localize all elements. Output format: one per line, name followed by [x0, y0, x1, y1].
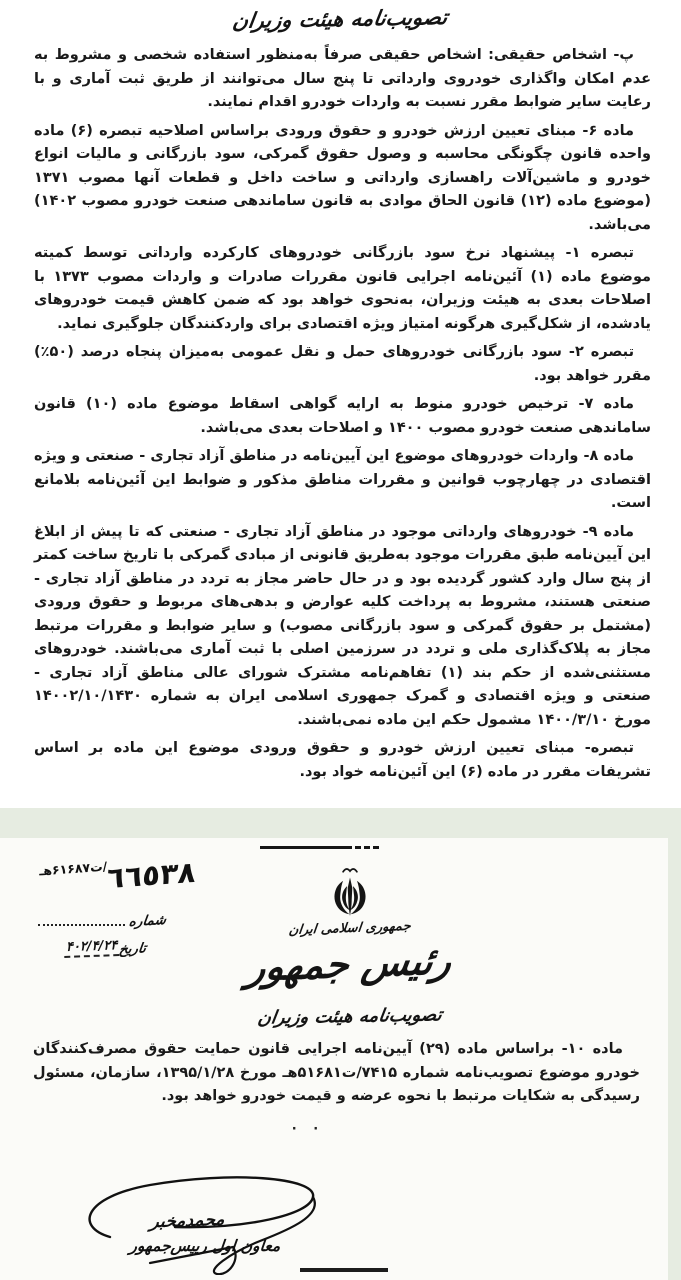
ref-number-main: ٦٦٥٣٨ [105, 854, 198, 896]
page2-top-rule [260, 846, 352, 849]
header-president [235, 938, 465, 990]
paragraph-note-1: تبصره ۱- پیشنهاد نرخ سود بازرگانی خودروهای کارکرده وارداتی توسط کمیته موضوع ماده (۱) آئین‌نامه اجرایی قانون مقررات صادرات و واردات مصوب ۱۳۷۳ با اصلاحات بعدی به هیئت وزیران، به‌نحوی خواهد بود که ضمن کاهش قیمت خودروهای یادشده، از شکل‌گیری هرگونه امتیاز ویژه اقتصادی برای واردکنندگان جلوگیری نماید. [34, 245, 652, 332]
date-value: ۴۰۲/۴/۲۴ [63, 938, 119, 958]
paragraph-article-7: ماده ۷- ترخیص خودرو منوط به ارایه گواهی اسقاط موضوع ماده (۱۰) قانون ساماندهی صنعت خودرو مصوب ۱۴۰۰ و اصلاحات بعدی می‌باشد. [34, 396, 651, 436]
paragraph-article-6: ماده ۶- مبنای تعیین ارزش خودرو و حقوق ورودی براساس اصلاحیه تبصره (۶) ماده واحده قانون چگونگی محاسبه و وصول حقوق گمرکی، سود بازرگانی و مالیات انواع خودرو و ماشین‌آلات راهسازی وارداتی و ساخت داخل و قطعات آنها مصوب ۱۳۷۱ (موضوع ماده (۱۲) قانون الحاق موادی به قانون ساماندهی صنعت خودرو مصوب ۱۴۰۲) می‌باشد. [34, 122, 651, 233]
header-president-text: رئیس جمهور [244, 938, 456, 990]
header-subtitle-text: تصویب‌نامه هیئت وزیران [256, 1004, 444, 1029]
paragraph-article-8: ماده ۸- واردات خودروهای موضوع این آیین‌نامه در مناطق آزاد تجاری - صنعتی و ویژه اقتصادی در چهارچوب قوانین و مقررات مناطق مذکور و ضوابط این آئین‌نامه بلامانع است. [34, 448, 651, 511]
ref-number-suffix: /ت۶۱۶۸۷هـ [38, 858, 108, 879]
header-country-text: جمهوری اسلامی ایران [288, 918, 412, 939]
page2-body [33, 1038, 640, 1114]
date-label: تاریخ [118, 940, 148, 958]
signature-title: معاون اول رییس‌جمهور [128, 1237, 282, 1255]
page-bottom-mark [300, 1268, 388, 1272]
number-dotted-line [38, 923, 125, 926]
page1-body [34, 44, 651, 789]
header-subtitle [230, 1006, 470, 1027]
number-field [38, 914, 168, 929]
number-label: شماره [128, 912, 168, 930]
paragraph-article-9: ماده ۹- خودروهای وارداتی موجود در مناطق آزاد تجاری - صنعتی که تا پیش از ابلاغ این آیین‌نامه طبق مقررات موجود به‌طریق قانونی از مبادی گمرکی با تاریخ ساخت کمتر از پنج سال وارد کشور گردیده بود و در حال حاضر مجاز به تردد در مناطق آزاد تجاری - صنعتی هستند، مشروط به پرداخت کلیه عوارض و بدهی‌های مربوط و حقوق ورودی (مشتمل بر حقوق گمرکی و سود بازرگانی مصوب) و سایر ضوابط و مقررات مرتبط مجاز به پلاک‌گذاری ملی و تردد در سرزمین اصلی با ثبت آماری می‌باشند. خودروهای مستثنی‌شده از حکم بند (۱) تفاهم‌نامه مشترک شورای عالی مناطق آزاد تجاری - صنعتی و ویژه اقتصادی و گمرک جمهوری اسلامی ایران به شماره ۱۴۰۰۲/۱۰/۱۴۳۰ مورخ ۱۴۰۰/۳/۱۰ مشمول حکم این ماده نمی‌باشند. [34, 523, 652, 728]
paragraph-note-2: تبصره ۲- سود بازرگانی خودروهای حمل و نقل عمومی به‌میزان پنجاه درصد (۵۰٪) مقرر خواهد بود. [34, 344, 651, 384]
signature-block [55, 1175, 365, 1275]
signature-name: محمدمخبر [148, 1209, 227, 1233]
decree-reference-number [36, 854, 198, 896]
date-field [36, 939, 148, 957]
iran-emblem-icon [327, 866, 373, 920]
separator-dots: · · [291, 1122, 325, 1137]
paragraph-article-9-note: تبصره- مبنای تعیین ارزش خودرو و حقوق ورودی موضوع این ماده بر اساس تشریفات مقرر در ماده (۶) این آئین‌نامه خواد بود. [34, 740, 651, 780]
header-country [275, 918, 425, 939]
decree-page-2 [0, 838, 668, 1280]
page1-title-text: تصویب‌نامه هیئت وزیران [231, 5, 450, 33]
paragraph-article-10: ماده ۱۰- براساس ماده (۲۹) آیین‌نامه اجرایی قانون حمایت حقوق مصرف‌کنندگان خودرو موضوع تصویب‌نامه شماره ۷۴۱۵/ت۵۱۶۸۱هـ مورخ ۱۳۹۵/۱/۲۸، سازمان، مسئول رسیدگی به شکایات مرتبط با نحوه عرضه و قیمت خودرو خواهد بود. [33, 1041, 640, 1104]
paragraph-clause-p: پ- اشخاص حقیقی: اشخاص حقیقی صرفاً به‌منظور استفاده شخصی و مشروط به عدم امکان واگذاری خودروی وارداتی تا پنج سال می‌توانند از طریق ثبت آماری و با رعایت سایر ضوابط مقرر نسبت به واردات خودرو اقدام نمایند. [34, 47, 651, 110]
page1-title [0, 7, 681, 31]
